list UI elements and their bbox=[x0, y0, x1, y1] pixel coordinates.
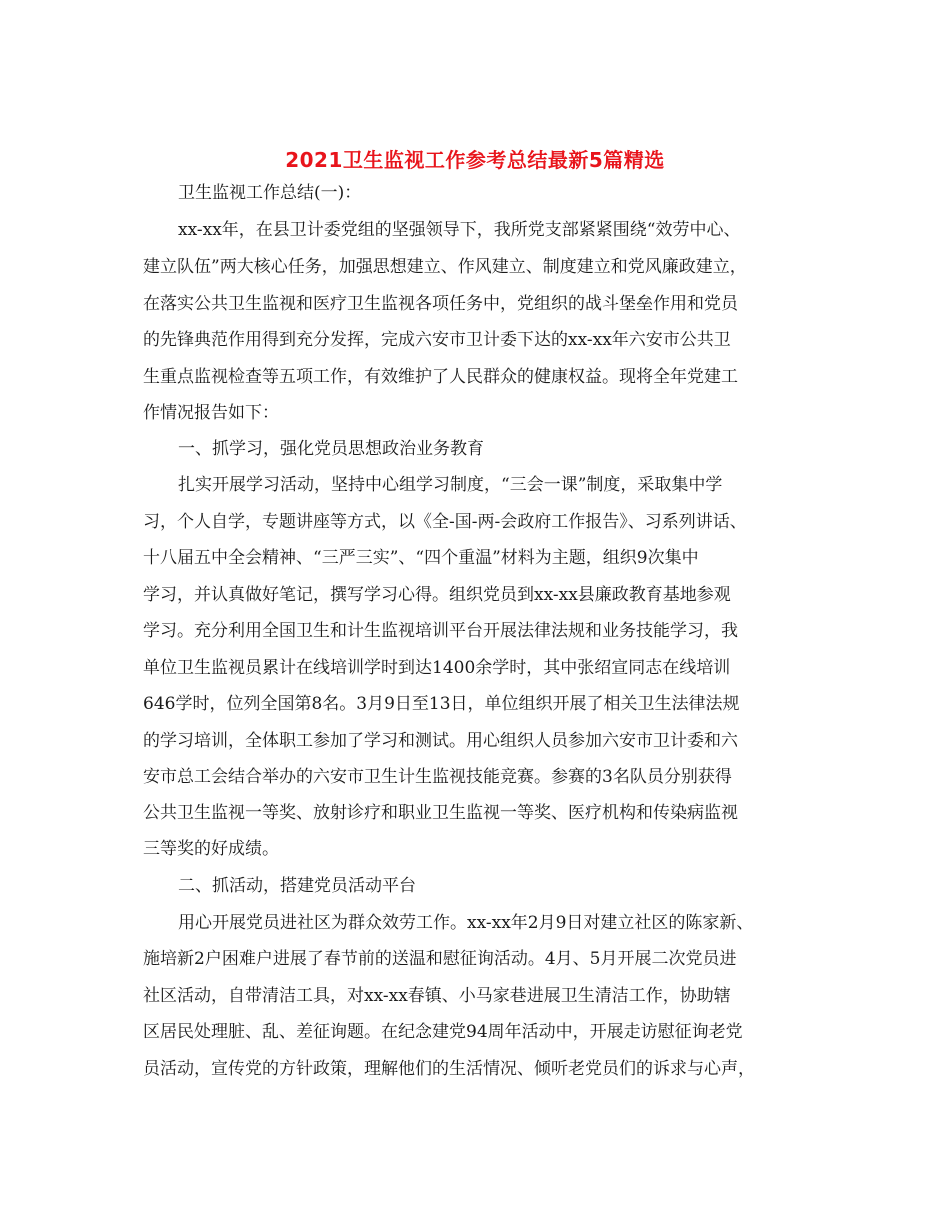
text-line: xx-xx年，在县卫计委党组的坚强领导下，我所党支部紧紧围绕“效劳中心、 bbox=[178, 220, 741, 240]
text-line: 作情况报告如下： bbox=[143, 403, 279, 423]
text-line: 公共卫生监视一等奖、放射诊疗和职业卫生监视一等奖、医疗机构和传染病监视 bbox=[143, 803, 738, 823]
text-line: 卫生监视工作总结(一)： bbox=[178, 183, 362, 203]
text-line: 在落实公共卫生监视和医疗卫生监视各项任务中，党组织的战斗堡垒作用和党员 bbox=[143, 294, 738, 314]
text-line: 的先锋典范作用得到充分发挥，完成六安市卫计委下达的xx-xx年六安市公共卫 bbox=[143, 330, 731, 350]
text-line: 区居民处理脏、乱、差征询题。在纪念建党94周年活动中，开展走访慰征询老党 bbox=[143, 1022, 743, 1042]
text-line: 员活动，宣传党的方针政策，理解他们的生活情况、倾听老党员们的诉求与心声， bbox=[143, 1059, 755, 1079]
text-line: 习，个人自学，专题讲座等方式，以《全-国-两-会政府工作报告》、习系列讲话、 bbox=[143, 512, 747, 532]
text-line: 三等奖的好成绩。 bbox=[143, 839, 279, 859]
text-line: 用心开展党员进社区为群众效劳工作。xx-xx年2月9日对建立社区的陈家新、 bbox=[178, 913, 754, 933]
text-line: 社区活动，自带清洁工具，对xx-xx春镇、小马家巷进展卫生清洁工作，协助辖 bbox=[143, 986, 731, 1006]
text-line: 建立队伍”两大核心任务，加强思想建立、作风建立、制度建立和党风廉政建立， bbox=[143, 257, 747, 277]
text-line: 十八届五中全会精神、“三严三实”、“四个重温”材料为主题，组织9次集中 bbox=[143, 548, 699, 568]
text-line: 646学时，位列全国第8名。3月9日至13日，单位组织开展了相关卫生法律法规 bbox=[143, 694, 740, 714]
text-line: 学习。充分利用全国卫生和计生监视培训平台开展法律法规和业务技能学习，我 bbox=[143, 621, 738, 641]
section-heading: 一、抓学习，强化党员思想政治业务教育 bbox=[178, 439, 484, 459]
text-line: 学习，并认真做好笔记，撰写学习心得。组织党员到xx-xx县廉政教育基地参观 bbox=[143, 585, 731, 605]
text-line: 安市总工会结合举办的六安市卫生计生监视技能竞赛。参赛的3名队员分别获得 bbox=[143, 767, 732, 787]
document-title: 2021卫生监视工作参考总结最新5篇精选 bbox=[285, 148, 665, 172]
section-heading: 二、抓活动，搭建党员活动平台 bbox=[178, 876, 416, 896]
text-line: 生重点监视检查等五项工作，有效维护了人民群众的健康权益。现将全年党建工 bbox=[143, 367, 738, 387]
text-line: 扎实开展学习活动，坚持中心组学习制度，“三会一课”制度，采取集中学 bbox=[178, 475, 723, 495]
text-line: 的学习培训，全体职工参加了学习和测试。用心组织人员参加六安市卫计委和六 bbox=[143, 731, 738, 751]
text-line: 施培新2户困难户进展了春节前的送温和慰征询活动。4月、5月开展二次党员进 bbox=[143, 949, 737, 969]
text-line: 单位卫生监视员累计在线培训学时到达1400余学时，其中张绍宣同志在线培训 bbox=[143, 658, 731, 678]
